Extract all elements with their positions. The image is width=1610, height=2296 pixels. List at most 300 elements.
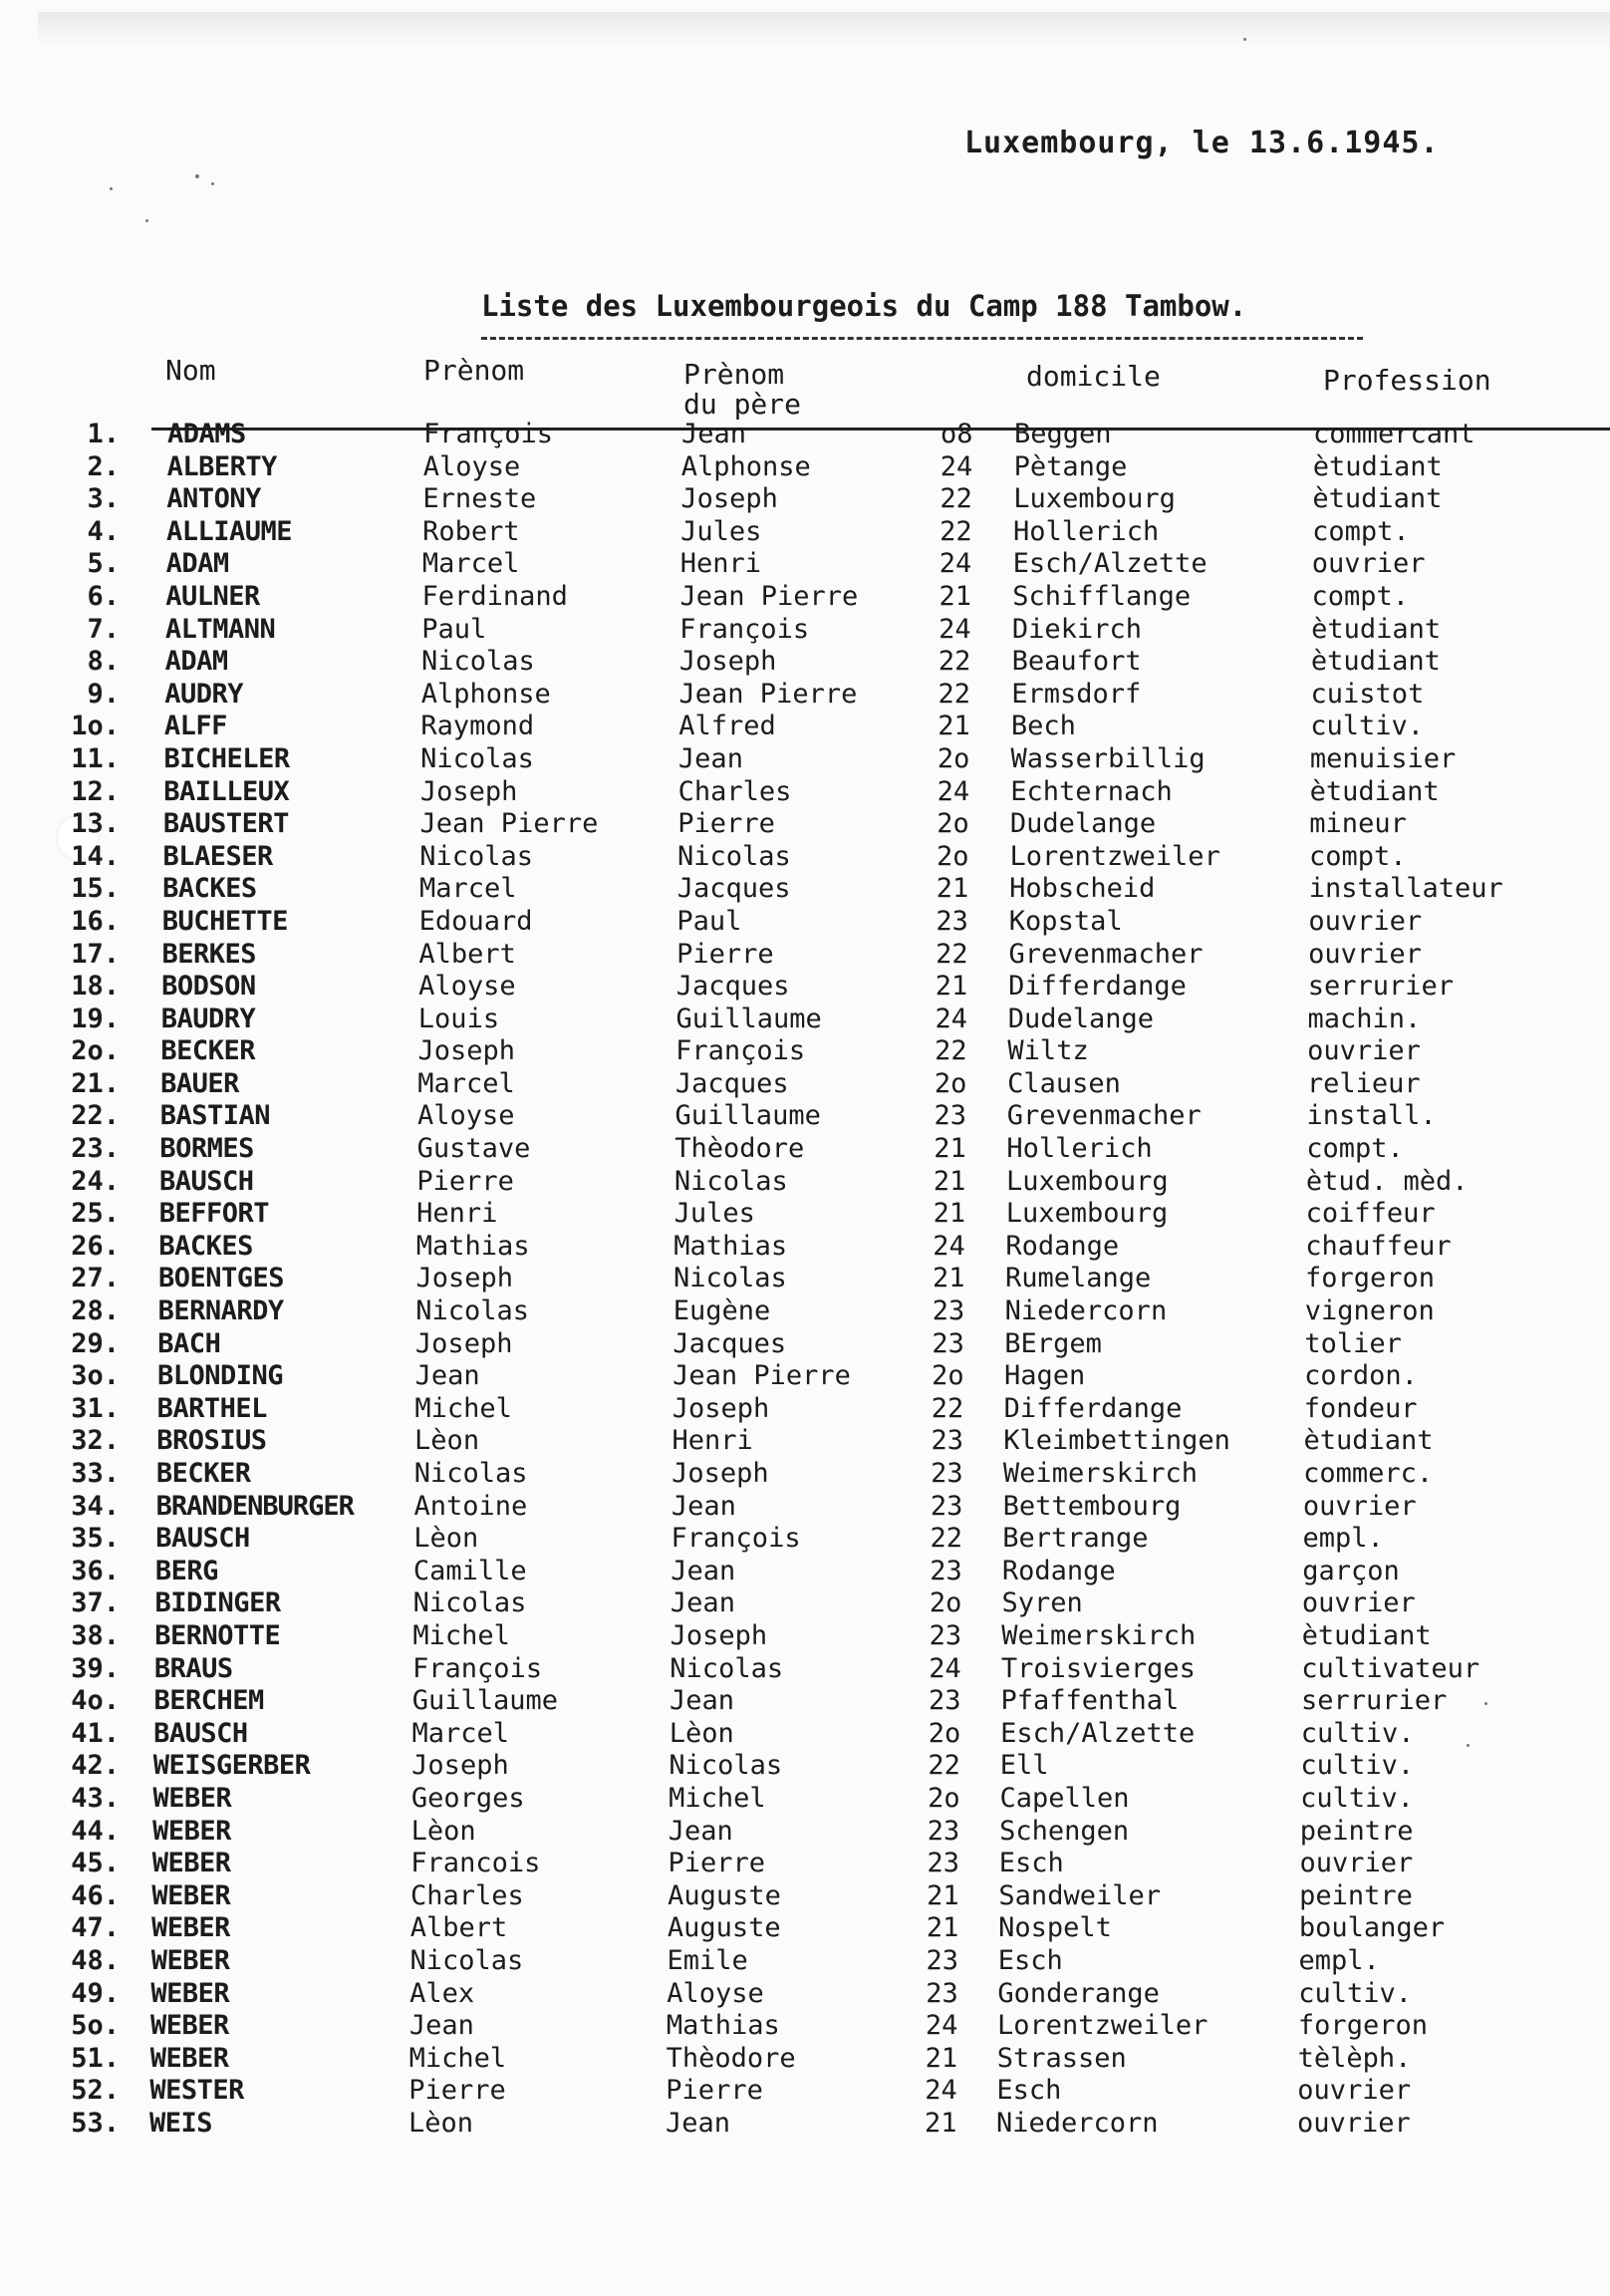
row-profession: cuistot [1310, 678, 1425, 710]
row-domicile: Bettembourg [1002, 1490, 1182, 1522]
row-prenom-pere: Joseph [671, 1458, 769, 1489]
row-domicile: Esch/Alzette [1012, 548, 1208, 580]
row-age: 21 [927, 1879, 959, 1911]
header-domicile: domicile [1026, 360, 1161, 393]
row-profession: cultiv. [1300, 1750, 1415, 1782]
row-prenom-pere: Jules [680, 515, 762, 547]
row-domicile: Dudelange [1009, 808, 1157, 840]
row-domicile: Lorentzweiler [1009, 840, 1220, 872]
scan-speck [1243, 38, 1246, 41]
row-number: 24. [71, 1165, 120, 1197]
row-nom: BACKES [162, 873, 257, 905]
row-prenom: Joseph [417, 1035, 516, 1067]
table-row [0, 419, 1610, 451]
row-domicile: Dudelange [1007, 1003, 1155, 1034]
row-prenom-pere: Jean [671, 1490, 736, 1522]
row-age: 2o [934, 1067, 967, 1099]
row-prenom: Georges [410, 1782, 525, 1814]
row-number: 34. [71, 1490, 120, 1522]
row-prenom-pere: Joseph [671, 1392, 770, 1424]
row-number: 7. [87, 613, 120, 645]
row-age: 2o [928, 1782, 960, 1814]
row-prenom-pere: Jacques [675, 971, 790, 1003]
row-prenom-pere: Aloyse [667, 1977, 764, 2009]
row-age: 23 [930, 1555, 962, 1586]
row-profession: ètudiant [1312, 483, 1443, 515]
row-nom: WEBER [152, 1815, 231, 1847]
table-row [0, 581, 1610, 614]
row-domicile: Rodange [1005, 1230, 1120, 1262]
row-prenom-pere: Jacques [674, 1067, 789, 1099]
table-row [0, 1653, 1610, 1686]
row-profession: commerc. [1303, 1458, 1434, 1489]
table-row [0, 516, 1610, 549]
row-nom: BUCHETTE [161, 905, 288, 937]
row-number: 5o. [71, 2010, 120, 2042]
row-domicile: Syren [1001, 1587, 1083, 1619]
title-underline [481, 337, 1363, 340]
row-age: 22 [930, 1523, 963, 1555]
row-number: 3. [87, 483, 120, 515]
row-age: 23 [932, 1327, 964, 1359]
row-nom: WEBER [151, 1848, 231, 1879]
table-row [0, 743, 1610, 776]
table-row [0, 1945, 1610, 1978]
table-row [0, 1458, 1610, 1491]
table-row [0, 1231, 1610, 1264]
table-row [0, 1166, 1610, 1199]
row-number: 33. [71, 1458, 120, 1489]
row-profession: tèlèph. [1297, 2042, 1412, 2074]
row-nom: ALLIAUME [165, 515, 292, 547]
table-row [0, 1880, 1610, 1913]
row-prenom: Lèon [414, 1425, 480, 1457]
row-profession: ètudiant [1310, 646, 1441, 678]
row-nom: BECKER [160, 1035, 255, 1067]
row-prenom: Lèon [413, 1523, 479, 1555]
row-profession: ouvrier [1299, 1848, 1414, 1879]
header-prenom-pere-line2: du père [683, 388, 802, 421]
table-row [0, 808, 1610, 841]
row-prenom: Edouard [418, 905, 533, 937]
row-profession: compt. [1306, 1133, 1404, 1165]
row-prenom: Raymond [420, 711, 535, 742]
row-prenom: Nicolas [412, 1587, 527, 1619]
row-prenom-pere: Pierre [677, 808, 775, 840]
row-nom: BAUSTERT [162, 808, 289, 840]
row-domicile: Luxembourg [1005, 1198, 1169, 1230]
row-nom: WEBER [150, 1944, 230, 1976]
row-profession: cultiv. [1310, 711, 1425, 742]
row-prenom: Nicolas [409, 1944, 524, 1976]
row-profession: ouvrier [1301, 1587, 1416, 1619]
row-number: 25. [71, 1198, 120, 1230]
row-prenom-pere: Henri [671, 1425, 753, 1457]
table-row [0, 1718, 1610, 1751]
row-nom: WEISGERBER [152, 1750, 311, 1782]
row-profession: ètudiant [1312, 450, 1443, 482]
row-number: 6. [87, 580, 120, 612]
row-age: 21 [935, 971, 968, 1003]
table-row [0, 1978, 1610, 2011]
row-nom: BERNARDY [157, 1295, 284, 1327]
table-row [0, 776, 1610, 809]
row-domicile: Rumelange [1005, 1263, 1152, 1294]
row-prenom-pere: Joseph [680, 483, 778, 515]
table-row [0, 1750, 1610, 1783]
row-profession: compt. [1311, 580, 1409, 612]
row-age: 24 [925, 2075, 957, 2107]
row-domicile: Weimerskirch [1002, 1458, 1198, 1489]
table-row [0, 1425, 1610, 1458]
row-number: 18. [71, 971, 120, 1003]
row-number: 12. [71, 775, 120, 807]
row-number: 49. [71, 1977, 120, 2009]
row-domicile: Clausen [1007, 1067, 1121, 1099]
table-row [0, 679, 1610, 712]
row-prenom: Louis [417, 1003, 500, 1034]
row-nom: BERG [154, 1555, 218, 1586]
row-age: 24 [939, 548, 972, 580]
row-prenom-pere: Jacques [676, 873, 791, 905]
row-prenom: Nicolas [420, 646, 535, 678]
table-row [0, 1491, 1610, 1524]
row-prenom-pere: François [679, 613, 810, 645]
row-profession: install. [1306, 1100, 1437, 1132]
row-profession: cultiv. [1300, 1782, 1414, 1814]
row-prenom: Lèon [410, 1815, 476, 1847]
row-prenom: Gustave [416, 1133, 531, 1165]
row-domicile: Luxembourg [1006, 1165, 1169, 1197]
table-row [0, 1912, 1610, 1945]
row-number: 4o. [71, 1685, 120, 1717]
row-prenom: Mathias [415, 1230, 530, 1262]
row-profession: installateur [1308, 873, 1503, 905]
row-profession: ouvrier [1307, 1035, 1421, 1067]
row-profession: mineur [1309, 808, 1407, 840]
row-prenom-pere: Joseph [678, 646, 777, 678]
row-nom: BARTHEL [156, 1392, 267, 1424]
row-number: 51. [71, 2042, 120, 2074]
row-prenom: Aloyse [422, 450, 521, 482]
row-age: 24 [935, 1003, 967, 1034]
row-age: 21 [934, 1133, 966, 1165]
row-nom: BRANDENBURGER [155, 1490, 354, 1522]
row-nom: ALBERTY [166, 450, 277, 482]
document-title: Liste des Luxembourgeois du Camp 188 Tambow. [481, 289, 1247, 323]
row-nom: AUDRY [164, 678, 243, 710]
table-row [0, 1587, 1610, 1620]
row-age: 23 [931, 1425, 963, 1457]
row-age: 22 [928, 1750, 960, 1782]
row-nom: AULNER [165, 580, 260, 612]
row-domicile: Schengen [999, 1815, 1130, 1847]
row-nom: BECKER [155, 1458, 251, 1489]
row-profession: ouvrier [1302, 1490, 1417, 1522]
row-age: 23 [927, 1848, 959, 1879]
scan-speck [211, 182, 214, 185]
row-nom: BERKES [161, 938, 256, 970]
row-age: 23 [932, 1295, 965, 1327]
scan-speck [195, 174, 199, 178]
row-number: 2. [87, 450, 120, 482]
row-profession: peintre [1299, 1879, 1413, 1911]
row-prenom: Guillaume [411, 1685, 559, 1717]
row-domicile: Capellen [999, 1782, 1130, 1814]
table-row [0, 1360, 1610, 1393]
row-age: 2o [937, 742, 970, 774]
row-prenom: Antoine [413, 1490, 528, 1522]
row-number: 47. [71, 1912, 120, 1944]
row-prenom-pere: Jean [681, 419, 747, 449]
table-row [0, 711, 1610, 743]
row-domicile: Rodange [1001, 1555, 1116, 1586]
row-prenom-pere: Nicolas [673, 1263, 787, 1294]
table-row [0, 1035, 1610, 1068]
row-profession: cultivateur [1301, 1652, 1480, 1684]
table-row [0, 1328, 1610, 1361]
table-row [0, 1783, 1610, 1816]
row-prenom-pere: Guillaume [674, 1100, 821, 1132]
row-number: 38. [71, 1619, 120, 1651]
row-prenom: Camille [412, 1555, 527, 1586]
row-domicile: Pètange [1013, 450, 1128, 482]
row-age: 24 [925, 2010, 958, 2042]
table-row [0, 1198, 1610, 1231]
row-nom: BAILLEUX [163, 775, 290, 807]
row-age: 2o [929, 1587, 962, 1619]
row-nom: BLAESER [162, 840, 273, 872]
table-row [0, 1620, 1610, 1653]
row-number: 16. [71, 905, 120, 937]
row-nom: WESTER [149, 2075, 244, 2107]
table-row [0, 646, 1610, 679]
table-row [0, 2010, 1610, 2043]
row-number: 26. [71, 1230, 120, 1262]
row-prenom-pere: Jean [668, 1815, 733, 1847]
row-number: 8. [87, 646, 120, 678]
row-prenom: Aloyse [418, 971, 516, 1003]
row-number: 15. [71, 873, 120, 905]
row-nom: BEFFORT [158, 1198, 269, 1230]
row-prenom-pere: Michel [669, 1782, 766, 1814]
row-profession: vigneron [1304, 1295, 1435, 1327]
row-nom: BORMES [159, 1133, 254, 1165]
row-number: 42. [71, 1750, 120, 1782]
row-age: 2o [932, 1360, 964, 1392]
row-number: 46. [71, 1879, 120, 1911]
row-prenom: Marcel [411, 1717, 509, 1749]
row-prenom-pere: Thèodore [666, 2042, 796, 2074]
row-prenom-pere: Jean Pierre [678, 678, 858, 710]
row-prenom-pere: Henri [679, 548, 762, 580]
row-nom: WEBER [150, 1977, 230, 2009]
row-domicile: Esch [997, 1944, 1063, 1976]
row-nom: WEBER [150, 2010, 229, 2042]
row-nom: WEBER [149, 2042, 229, 2074]
row-profession: machin. [1307, 1003, 1422, 1034]
row-age: 24 [939, 613, 971, 645]
row-prenom: Alphonse [420, 678, 551, 710]
header-nom: Nom [165, 354, 216, 387]
row-number: 1o. [71, 711, 120, 742]
row-domicile: Gonderange [997, 1977, 1160, 2009]
row-nom: BACKES [158, 1230, 253, 1262]
table-row [0, 1685, 1610, 1718]
row-prenom: Marcel [417, 1067, 515, 1099]
row-profession: garçon [1302, 1555, 1400, 1586]
row-prenom: Albert [418, 938, 516, 970]
row-nom: ALFF [163, 711, 227, 742]
row-number: 45. [71, 1848, 120, 1879]
row-number: 19. [71, 1003, 120, 1034]
row-nom: BICHELER [163, 742, 290, 774]
row-profession: compt. [1309, 840, 1407, 872]
row-prenom-pere: Jean [670, 1587, 735, 1619]
row-nom: WEBER [151, 1879, 231, 1911]
row-prenom-pere: Guillaume [675, 1003, 822, 1034]
scan-speck [145, 219, 148, 222]
row-nom: ADAM [165, 548, 229, 580]
row-profession: boulanger [1298, 1912, 1446, 1944]
row-domicile: Lorentzweiler [997, 2010, 1208, 2042]
row-profession: ouvrier [1297, 2107, 1411, 2139]
row-profession: coiffeur [1305, 1198, 1436, 1230]
row-prenom-pere: Jean [666, 2107, 731, 2139]
table-row [0, 1263, 1610, 1295]
row-age: 22 [939, 515, 972, 547]
row-domicile: Kleimbettingen [1003, 1425, 1230, 1457]
row-age: 23 [926, 1977, 958, 2009]
row-number: 1. [87, 419, 120, 449]
row-age: 23 [926, 1944, 959, 1976]
row-prenom: Ferdinand [421, 580, 568, 612]
row-number: 52. [71, 2075, 120, 2107]
row-profession: cordon. [1304, 1360, 1418, 1392]
row-nom: BIDINGER [154, 1587, 281, 1619]
row-age: 21 [925, 2042, 958, 2074]
table-row [0, 614, 1610, 647]
table-row [0, 841, 1610, 874]
row-domicile: Differdange [1008, 971, 1187, 1003]
row-prenom-pere: Eugène [672, 1295, 771, 1327]
row-profession: empl. [1298, 1944, 1380, 1976]
row-nom: ANTONY [166, 483, 261, 515]
row-domicile: Esch [998, 1848, 1064, 1879]
row-domicile: Beggen [1014, 419, 1112, 449]
row-nom: BASTIAN [159, 1100, 271, 1132]
row-domicile: Kopstal [1008, 905, 1123, 937]
row-prenom: François [412, 1652, 543, 1684]
row-prenom: Nicolas [419, 840, 534, 872]
row-nom: BLONDING [156, 1360, 283, 1392]
row-age: 22 [938, 646, 971, 678]
row-prenom: Lèon [408, 2107, 474, 2139]
table-row [0, 1556, 1610, 1588]
row-prenom: Nicolas [413, 1458, 528, 1489]
row-prenom: Erneste [422, 483, 537, 515]
row-age: 23 [931, 1458, 963, 1489]
row-domicile: Hobscheid [1009, 873, 1156, 905]
row-prenom-pere: François [671, 1523, 801, 1555]
row-number: 3o. [71, 1360, 120, 1392]
row-prenom: Michel [412, 1619, 510, 1651]
row-prenom-pere: Pierre [668, 1848, 765, 1879]
row-prenom: Robert [422, 515, 520, 547]
row-nom: ADAM [164, 646, 228, 678]
row-prenom: Nicolas [415, 1295, 529, 1327]
row-nom: BROSIUS [156, 1425, 267, 1457]
table-row [0, 1068, 1610, 1101]
row-prenom-pere: Emile [667, 1944, 748, 1976]
row-profession: fondeur [1303, 1392, 1418, 1424]
row-domicile: Diekirch [1011, 613, 1142, 645]
row-nom: BERCHEM [153, 1685, 264, 1717]
table-row [0, 1100, 1610, 1133]
row-profession: cultiv. [1300, 1717, 1415, 1749]
row-profession: forgeron [1297, 2010, 1428, 2042]
row-profession: ouvrier [1308, 905, 1423, 937]
row-number: 22. [71, 1100, 120, 1132]
row-number: 53. [71, 2107, 120, 2139]
row-number: 39. [71, 1652, 120, 1684]
row-domicile: Esch/Alzette [1000, 1717, 1196, 1749]
row-prenom-pere: Jean [670, 1685, 735, 1717]
row-domicile: Esch [996, 2075, 1062, 2107]
row-age: o8 [940, 419, 973, 449]
row-profession: ètudiant [1309, 775, 1440, 807]
row-prenom: Jean [414, 1360, 480, 1392]
row-prenom-pere: Jacques [672, 1327, 787, 1359]
row-profession: ouvrier [1311, 548, 1426, 580]
row-number: 35. [71, 1523, 120, 1555]
row-prenom-pere: Nicolas [670, 1652, 784, 1684]
row-prenom: Joseph [411, 1750, 509, 1782]
table-row [0, 1295, 1610, 1328]
row-domicile: Weimerskirch [1001, 1619, 1197, 1651]
row-prenom: Albert [409, 1912, 508, 1944]
row-profession: menuisier [1309, 742, 1457, 774]
row-domicile: Differdange [1003, 1392, 1183, 1424]
row-number: 9. [87, 678, 120, 710]
row-prenom-pere: Joseph [670, 1619, 768, 1651]
row-domicile: Ermsdorf [1011, 678, 1142, 710]
row-prenom-pere: Jean [677, 742, 743, 774]
row-nom: BAUER [160, 1067, 239, 1099]
row-prenom-pere: Nicolas [669, 1750, 783, 1782]
row-number: 43. [71, 1782, 120, 1814]
row-age: 21 [939, 580, 971, 612]
row-age: 21 [933, 1165, 966, 1197]
row-profession: serrurier [1301, 1685, 1448, 1717]
table-row [0, 1393, 1610, 1426]
table-row [0, 1848, 1610, 1880]
row-domicile: Hollerich [1012, 515, 1160, 547]
row-number: 29. [71, 1327, 120, 1359]
row-prenom-pere: Mathias [666, 2010, 780, 2042]
table-row [0, 2108, 1610, 2141]
row-domicile: Niedercorn [996, 2107, 1159, 2139]
row-prenom-pere: Charles [677, 775, 792, 807]
row-age: 23 [936, 905, 968, 937]
row-number: 2o. [71, 1035, 120, 1067]
row-number: 31. [71, 1392, 120, 1424]
row-profession: tolier [1304, 1327, 1402, 1359]
prisoner-list [0, 419, 1610, 2140]
row-prenom: Joseph [415, 1263, 514, 1294]
row-age: 21 [938, 711, 970, 742]
row-domicile: Luxembourg [1013, 483, 1176, 515]
